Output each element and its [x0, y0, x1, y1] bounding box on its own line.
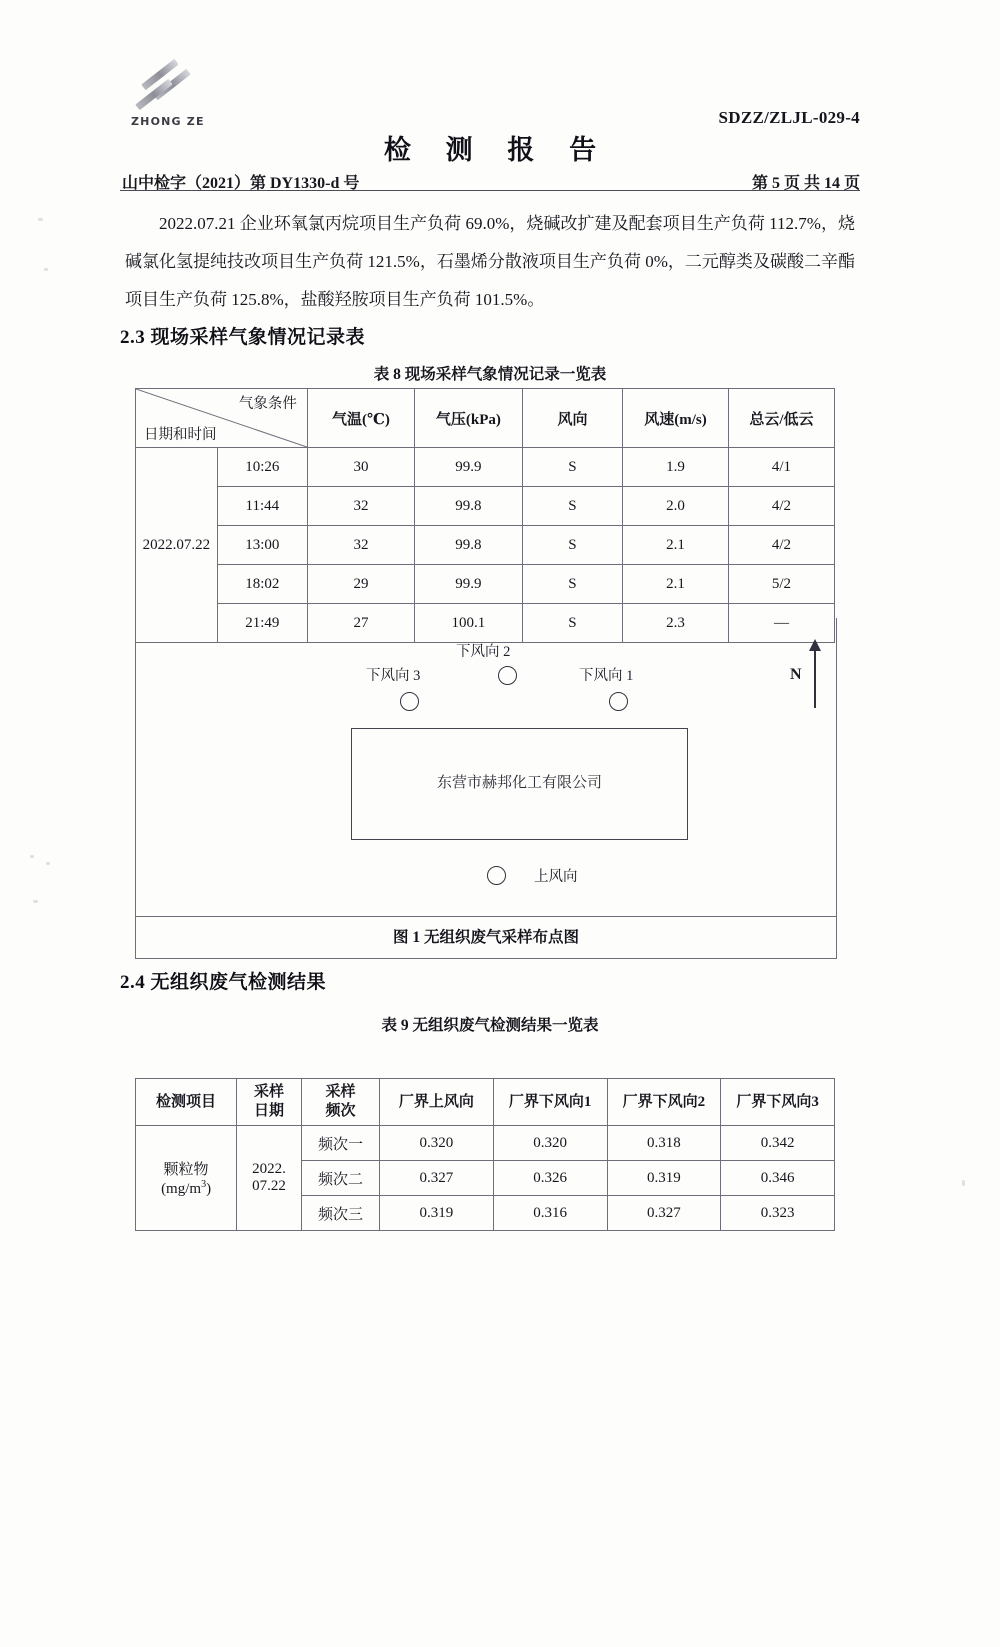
label-downwind-2: 下风向 2 — [456, 644, 511, 660]
page-number: 第 5 页 共 14 页 — [751, 175, 860, 192]
company-logo — [125, 65, 221, 135]
cell-time: 10:26 — [217, 448, 307, 487]
cell-downwind2-value: 0.327 — [607, 1196, 721, 1231]
compass-label: N — [790, 666, 802, 683]
cell-frequency: 频次三 — [301, 1196, 379, 1231]
scan-speck — [30, 855, 34, 858]
table-header-row — [136, 1079, 835, 1126]
cell-pressure: 99.9 — [414, 448, 522, 487]
table8-caption: 表 8 现场采样气象情况记录一览表 — [373, 366, 607, 383]
test-item-unit: $(mg/m^3)$ — [161, 1179, 212, 1197]
cell-temperature: 29 — [307, 565, 414, 604]
corner-split-cell — [136, 389, 308, 448]
cell-wind-speed: 2.1 — [623, 565, 729, 604]
col-test-item: 检测项目 — [136, 1079, 237, 1126]
sampling-point-upwind — [487, 866, 506, 885]
table-row — [136, 1126, 835, 1161]
cell-sample-date: 2022. 07.22 — [237, 1126, 302, 1231]
plant-boundary-box — [351, 728, 688, 840]
cell-wind-speed: 2.0 — [623, 487, 729, 526]
table-row — [136, 565, 835, 604]
table-row — [136, 448, 835, 487]
cell-upwind-value: 0.319 — [380, 1196, 494, 1231]
cell-downwind2-value: 0.318 — [607, 1126, 721, 1161]
page-header — [120, 60, 860, 192]
cell-wind-speed: 2.3 — [623, 604, 729, 643]
cell-wind-direction: S — [522, 448, 622, 487]
heading-2-3: 2.3 现场采样气象情况记录表 — [120, 327, 366, 348]
col-wind-direction: 风向 — [522, 389, 622, 448]
cell-cloud: 4/2 — [728, 487, 834, 526]
figure1-caption: 图 1 无组织废气采样布点图 — [136, 916, 836, 959]
cell-downwind2-value: 0.319 — [607, 1161, 721, 1196]
corner-label-weather: 气象条件 — [238, 396, 297, 412]
cell-test-item — [136, 1126, 237, 1231]
cell-wind-speed: 2.1 — [623, 526, 729, 565]
cell-frequency: 频次二 — [301, 1161, 379, 1196]
col-boundary-upwind: 厂界上风向 — [380, 1079, 494, 1126]
scan-speck — [962, 1180, 965, 1186]
cell-cloud: 4/2 — [728, 526, 834, 565]
corner-label-datetime: 日期和时间 — [144, 427, 217, 443]
cell-downwind1-value: 0.320 — [493, 1126, 607, 1161]
cell-wind-direction: S — [522, 604, 622, 643]
weather-record-table — [135, 388, 835, 643]
cell-downwind1-value: 0.316 — [493, 1196, 607, 1231]
table-header-row — [136, 389, 835, 448]
col-temperature: 气温(℃) — [307, 389, 414, 448]
col-wind-speed: 风速(m/s) — [623, 389, 729, 448]
sampling-layout-figure — [135, 618, 837, 959]
cell-pressure: 99.8 — [414, 487, 522, 526]
col-sample-date: 采样 日期 — [237, 1079, 302, 1126]
cell-frequency: 频次一 — [301, 1126, 379, 1161]
col-boundary-downwind-2: 厂界下风向2 — [607, 1079, 721, 1126]
sampling-point-downwind-3 — [400, 692, 419, 711]
col-boundary-downwind-1: 厂界下风向1 — [493, 1079, 607, 1126]
label-downwind-3: 下风向 3 — [366, 668, 421, 684]
cell-temperature: 32 — [307, 487, 414, 526]
table-row — [136, 487, 835, 526]
cell-temperature: 30 — [307, 448, 414, 487]
cell-downwind1-value: 0.326 — [493, 1161, 607, 1196]
cell-wind-speed: 1.9 — [623, 448, 729, 487]
cell-time: 18:02 — [217, 565, 307, 604]
cell-upwind-value: 0.320 — [380, 1126, 494, 1161]
cell-time: 13:00 — [217, 526, 307, 565]
cell-time: 21:49 — [217, 604, 307, 643]
table9-caption: 表 9 无组织废气检测结果一览表 — [381, 1017, 599, 1034]
compass-north-icon — [788, 638, 828, 708]
figure-drawing-area — [136, 618, 836, 913]
heading-2-4: 2.4 无组织废气检测结果 — [120, 972, 327, 993]
test-item-name: 颗粒物 — [163, 1162, 209, 1178]
label-downwind-1: 下风向 1 — [579, 668, 634, 684]
cell-cloud: — — [728, 604, 834, 643]
col-cloud: 总云/低云 — [728, 389, 834, 448]
scan-speck — [44, 268, 48, 271]
table-row — [136, 526, 835, 565]
cell-temperature: 32 — [307, 526, 414, 565]
report-title: 检 测 报 告 — [383, 135, 611, 165]
document-code: SDZZ/ZLJL-029-4 — [718, 108, 860, 127]
col-sample-frequency: 采样 频次 — [301, 1079, 379, 1126]
cell-wind-direction: S — [522, 565, 622, 604]
cell-wind-direction: S — [522, 526, 622, 565]
cell-wind-direction: S — [522, 487, 622, 526]
cell-pressure: 99.9 — [414, 565, 522, 604]
scan-speck — [46, 862, 50, 865]
sampling-point-downwind-2 — [498, 666, 517, 685]
col-pressure: 气压(kPa) — [414, 389, 522, 448]
cell-temperature: 27 — [307, 604, 414, 643]
cell-downwind3-value: 0.323 — [721, 1196, 835, 1231]
cell-date: 2022.07.22 — [136, 448, 218, 643]
cell-time: 11:44 — [217, 487, 307, 526]
col-boundary-downwind-3: 厂界下风向3 — [721, 1079, 835, 1126]
cell-downwind3-value: 0.346 — [721, 1161, 835, 1196]
scan-speck — [33, 900, 38, 903]
logo-bars-icon — [133, 65, 203, 113]
logo-text: ZHONG ZE — [131, 115, 205, 128]
header-divider — [120, 190, 860, 191]
fugitive-emission-results-table — [135, 1078, 835, 1231]
document-number: 山中检字（2021）第 DY1330-d 号 — [122, 175, 360, 192]
cell-cloud: 4/1 — [728, 448, 834, 487]
cell-downwind3-value: 0.342 — [721, 1126, 835, 1161]
scan-speck — [38, 218, 43, 221]
label-upwind: 上风向 — [534, 869, 578, 885]
intro-paragraph: 2022.07.21 企业环氧氯丙烷项目生产负荷 69.0%，烧碱改扩建及配套项目生产负荷 112.7%，烧碱氯化氢提纯技改项目生产负荷 121.5%，石墨烯分散液项目生产负荷 0%，二元醇类及碳酸二辛酯项目生产负荷 125.8%，盐酸羟胺项目生产负荷 101.5%。 — [125, 214, 855, 309]
cell-pressure: 99.8 — [414, 526, 522, 565]
plant-name-label: 东营市赫邦化工有限公司 — [436, 775, 602, 791]
cell-cloud: 5/2 — [728, 565, 834, 604]
cell-pressure: 100.1 — [414, 604, 522, 643]
sampling-point-downwind-1 — [609, 692, 628, 711]
cell-upwind-value: 0.327 — [380, 1161, 494, 1196]
